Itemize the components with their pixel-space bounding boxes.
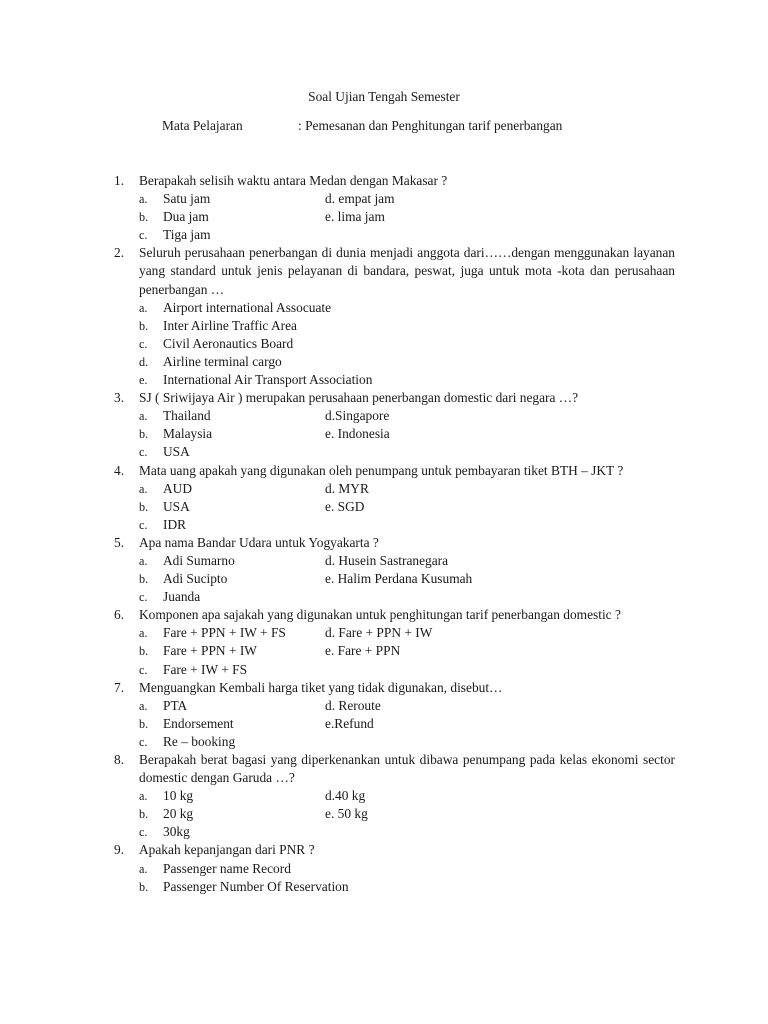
option-text: Satu jam xyxy=(163,191,211,207)
option-letter: b. xyxy=(139,499,149,514)
option-row xyxy=(139,823,675,841)
option-letter: c. xyxy=(139,336,148,351)
option-text-secondary: e. lima jam xyxy=(325,209,385,225)
option-row xyxy=(139,787,675,805)
question-number: 4. xyxy=(114,462,125,478)
option-text-secondary: d. Fare + PPN + IW xyxy=(325,625,433,641)
question-text: Mata uang apakah yang digunakan oleh penumpang untuk pembayaran tiket BTH – JKT ? xyxy=(139,462,624,478)
option-letter: a. xyxy=(139,409,148,424)
option-text-secondary: d.Singapore xyxy=(325,408,390,424)
option-letter: e. xyxy=(139,373,148,388)
question-item xyxy=(114,389,675,461)
question-text: Seluruh perusahaan penerbangan di dunia menjadi anggota dari……dengan menggunakan layanan yang standard untuk jenis pelayanan di bandara, peswat, juga untuk mota -kota dan perusahaan penerbangan … xyxy=(139,245,675,297)
question-number: 1. xyxy=(114,173,125,188)
question-item xyxy=(114,751,675,841)
question-text: Menguangkan Kembali harga tiket yang tidak digunakan, disebut… xyxy=(139,679,503,695)
question-item xyxy=(114,534,675,606)
option-letter: a. xyxy=(139,626,148,641)
option-row xyxy=(139,570,675,588)
option-letter: a. xyxy=(139,789,148,804)
option-list xyxy=(139,860,675,896)
option-letter: b. xyxy=(139,807,149,822)
question-number: 3. xyxy=(114,390,125,406)
option-letter: a. xyxy=(139,300,148,315)
option-letter: c. xyxy=(139,734,148,749)
option-text-secondary: d. MYR xyxy=(325,480,369,496)
option-text: Adi Sumarno xyxy=(163,552,235,568)
option-letter: c. xyxy=(139,228,148,243)
option-letter: b. xyxy=(139,572,149,587)
option-text: Passenger Number Of Reservation xyxy=(163,878,349,894)
subject-label: Mata Pelajaran xyxy=(162,118,243,133)
option-row xyxy=(139,878,675,896)
option-row xyxy=(139,335,675,353)
option-row xyxy=(139,498,675,516)
option-letter: b. xyxy=(139,644,149,659)
question-text: Berapakah selisih waktu antara Medan dengan Makasar ? xyxy=(139,173,448,188)
option-row xyxy=(139,407,675,425)
option-text: Fare + PPN + IW xyxy=(163,643,257,659)
option-list xyxy=(139,190,675,244)
option-row xyxy=(139,190,675,208)
option-text: 20 kg xyxy=(163,806,194,822)
option-text: AUD xyxy=(163,480,193,496)
option-row xyxy=(139,588,675,606)
option-text-secondary: d.40 kg xyxy=(325,788,366,804)
option-text: International Air Transport Association xyxy=(163,372,373,388)
question-item xyxy=(114,172,675,244)
option-row xyxy=(139,697,675,715)
option-list xyxy=(139,480,675,534)
option-row xyxy=(139,552,675,570)
question-number: 5. xyxy=(114,534,125,550)
option-row xyxy=(139,425,675,443)
question-item xyxy=(114,606,675,678)
question-text: Berapakah berat bagasi yang diperkenankan untuk dibawa penumpang pada kelas ekonomi sector domestic dengan Garuda …? xyxy=(139,752,675,786)
option-letter: a. xyxy=(139,192,148,207)
option-list xyxy=(139,787,675,841)
option-text: Passenger name Record xyxy=(163,860,291,876)
option-text-secondary: e. Indonesia xyxy=(325,426,390,442)
option-text-secondary: e. Halim Perdana Kusumah xyxy=(325,571,473,587)
option-list xyxy=(139,697,675,751)
question-text: Apakah kepanjangan dari PNR ? xyxy=(139,842,315,858)
option-letter: a. xyxy=(139,553,148,568)
question-number: 2. xyxy=(114,245,125,261)
option-row xyxy=(139,516,675,534)
option-text-secondary: e. SGD xyxy=(325,498,365,514)
option-row xyxy=(139,226,675,244)
question-item xyxy=(114,462,675,534)
subject-value: : Pemesanan dan Penghitungan tarif penerbangan xyxy=(298,118,563,133)
option-row xyxy=(139,715,675,733)
option-text: PTA xyxy=(163,697,188,713)
option-letter: b. xyxy=(139,427,149,442)
question-number: 8. xyxy=(114,752,125,767)
option-letter: b. xyxy=(139,879,149,894)
option-text-secondary: e. 50 kg xyxy=(325,806,368,822)
option-letter: d. xyxy=(139,354,149,369)
option-text: Dua jam xyxy=(163,209,209,225)
option-text: Tiga jam xyxy=(163,227,211,243)
question-item xyxy=(114,841,675,895)
option-text: Juanda xyxy=(163,589,201,605)
question-number: 7. xyxy=(114,679,125,695)
question-number: 6. xyxy=(114,607,125,623)
option-letter: c. xyxy=(139,445,148,460)
option-list xyxy=(139,552,675,606)
option-row xyxy=(139,353,675,371)
option-row xyxy=(139,443,675,461)
option-text: Re – booking xyxy=(163,733,236,749)
option-text: USA xyxy=(163,498,190,514)
page-title: Soal Ujian Tengah Semester xyxy=(308,89,460,104)
option-letter: c. xyxy=(139,662,148,677)
option-row xyxy=(139,805,675,823)
option-list xyxy=(139,299,675,389)
option-row xyxy=(139,624,675,642)
subject-line xyxy=(162,117,562,135)
option-letter: b. xyxy=(139,716,149,731)
option-text: Endorsement xyxy=(163,715,234,731)
option-letter: a. xyxy=(139,481,148,496)
option-list xyxy=(139,407,675,461)
option-row xyxy=(139,480,675,498)
option-letter: c. xyxy=(139,590,148,605)
option-row xyxy=(139,317,675,335)
option-text: Adi Sucipto xyxy=(163,571,228,587)
question-text: Apa nama Bandar Udara untuk Yogyakarta ? xyxy=(139,534,379,550)
option-text: Airport international Assocuate xyxy=(163,299,332,315)
option-text-secondary: d. Husein Sastranegara xyxy=(325,552,449,568)
question-text: Komponen apa sajakah yang digunakan untuk penghitungan tarif penerbangan domestic ? xyxy=(139,607,621,623)
option-row xyxy=(139,208,675,226)
option-letter: c. xyxy=(139,517,148,532)
option-row xyxy=(139,299,675,317)
option-row xyxy=(139,642,675,660)
option-text: Fare + PPN + IW + FS xyxy=(163,625,286,641)
option-letter: c. xyxy=(139,825,148,840)
option-text-secondary: d. empat jam xyxy=(325,191,395,207)
option-text: IDR xyxy=(163,516,187,532)
option-letter: b. xyxy=(139,318,149,333)
question-number: 9. xyxy=(114,842,125,858)
option-letter: b. xyxy=(139,210,149,225)
option-text: Inter Airline Traffic Area xyxy=(163,317,297,333)
option-letter: a. xyxy=(139,698,148,713)
option-text-secondary: e.Refund xyxy=(325,715,374,731)
option-list xyxy=(139,624,675,678)
option-row xyxy=(139,661,675,679)
option-row xyxy=(139,371,675,389)
option-text-secondary: e. Fare + PPN xyxy=(325,643,401,659)
option-text: Malaysia xyxy=(163,426,213,442)
option-row xyxy=(139,860,675,878)
option-text: Civil Aeronautics Board xyxy=(163,335,294,351)
option-letter: a. xyxy=(139,861,148,876)
question-item xyxy=(114,244,675,389)
question-item xyxy=(114,679,675,751)
question-list xyxy=(114,172,675,896)
option-text-secondary: d. Reroute xyxy=(325,697,381,713)
option-text: Thailand xyxy=(163,408,211,424)
option-text: USA xyxy=(163,444,190,460)
option-row xyxy=(139,733,675,751)
option-text: 10 kg xyxy=(163,788,194,804)
option-text: 30kg xyxy=(163,824,190,840)
option-text: Fare + IW + FS xyxy=(163,661,248,677)
option-text: Airline terminal cargo xyxy=(163,353,282,369)
question-text: SJ ( Sriwijaya Air ) merupakan perusahaan penerbangan domestic dari negara …? xyxy=(139,390,579,406)
